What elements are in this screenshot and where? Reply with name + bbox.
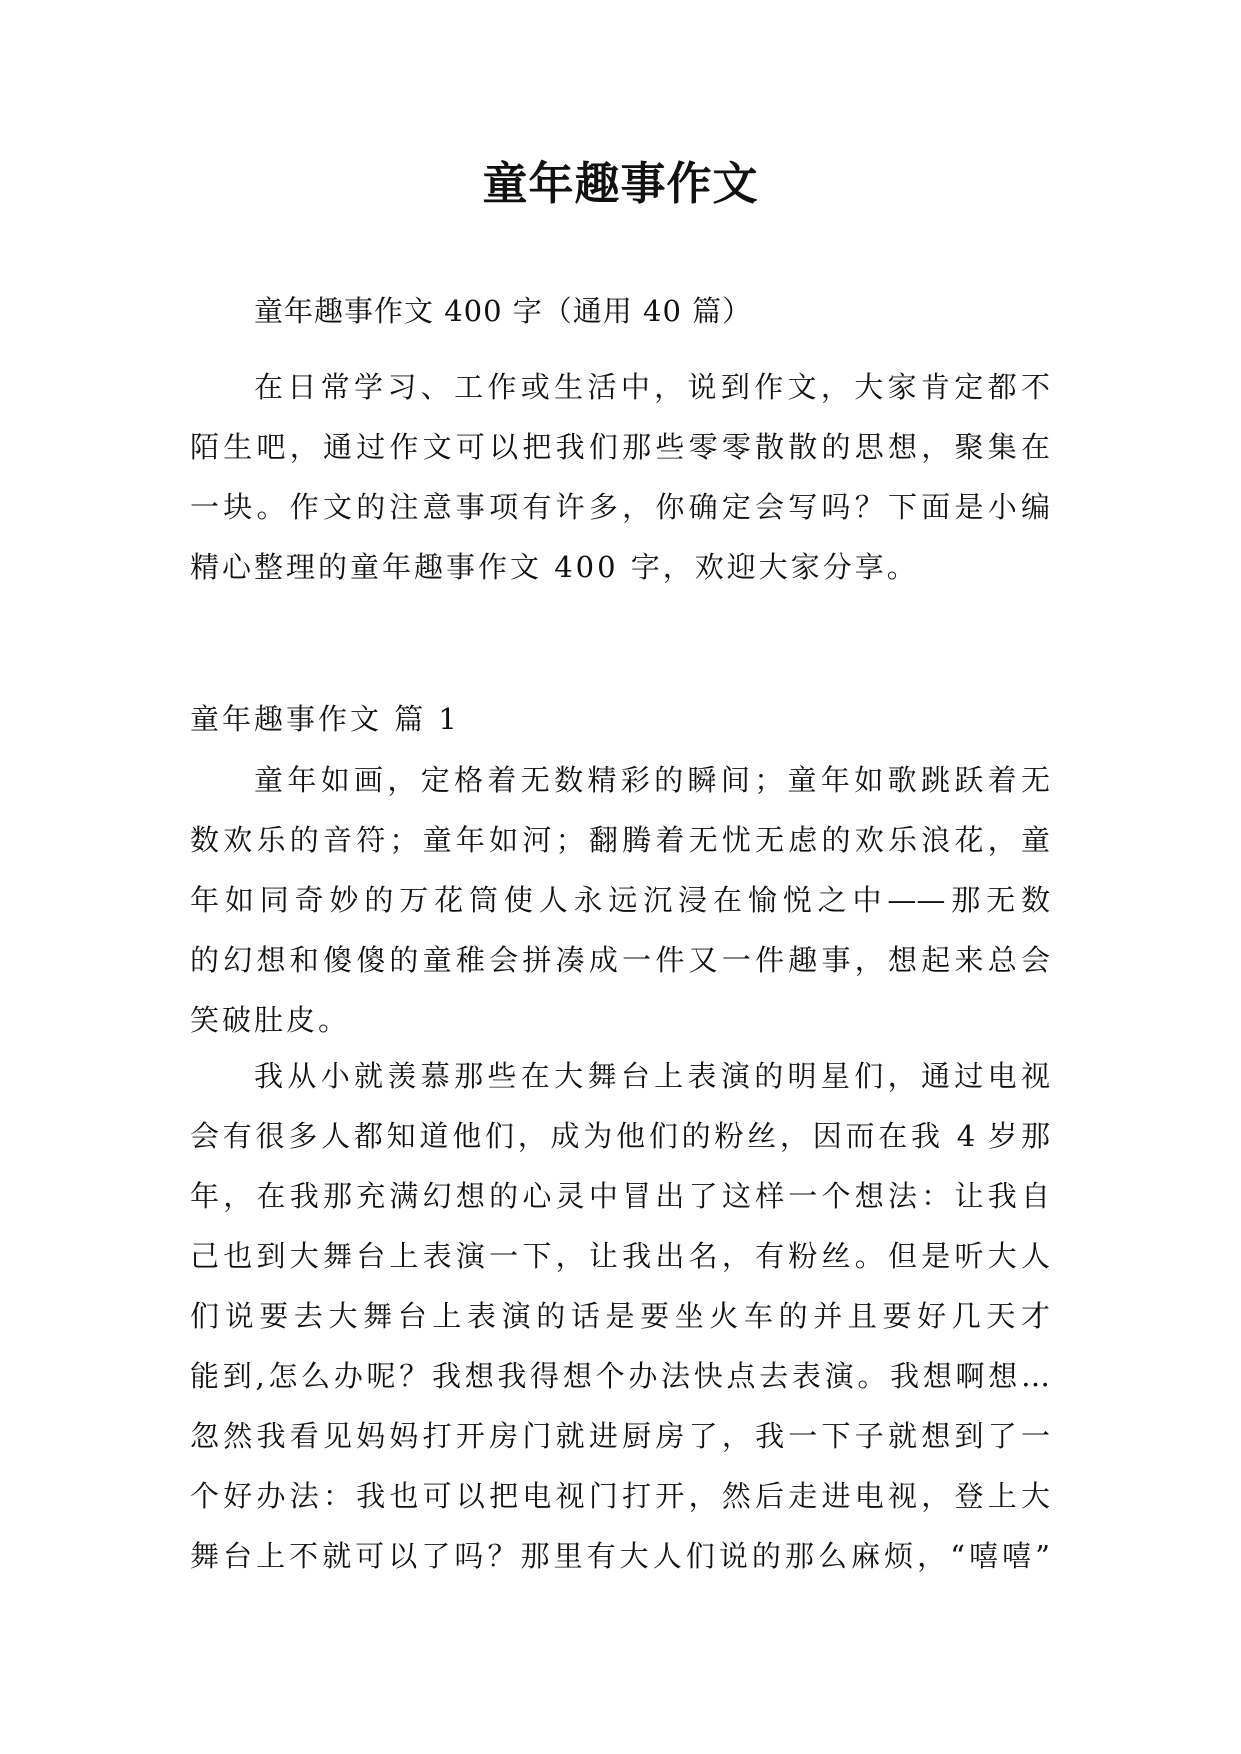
paragraph-line: 个好办法：我也可以把电视门打开，然后走进电视，登上大 bbox=[190, 1479, 1050, 1513]
paragraph-line: 我从小就羡慕那些在大舞台上表演的明星们，通过电视 bbox=[254, 1059, 1050, 1093]
paragraph-1 bbox=[190, 750, 1050, 1050]
paragraph-line: 们说要去大舞台上表演的话是要坐火车的并且要好几天才 bbox=[190, 1299, 1050, 1333]
section-heading: 童年趣事作文 篇 1 bbox=[190, 702, 460, 736]
paragraph-line: 能到,怎么办呢？我想我得想个办法快点去表演。我想啊想… bbox=[190, 1359, 1050, 1393]
paragraph-line: 忽然我看见妈妈打开房门就进厨房了，我一下子就想到了一 bbox=[190, 1419, 1050, 1453]
section-heading-block bbox=[190, 689, 1050, 749]
intro-line: 精心整理的童年趣事作文 400 字，欢迎大家分享。 bbox=[190, 550, 919, 584]
paragraph-line: 年，在我那充满幻想的心灵中冒出了这样一个想法：让我自 bbox=[190, 1179, 1050, 1213]
document-subtitle: 童年趣事作文 400 字（通用 40 篇） bbox=[254, 294, 753, 328]
paragraph-line: 笑破肚皮。 bbox=[190, 1003, 351, 1037]
intro-line: 在日常学习、工作或生活中，说到作文，大家肯定都不 bbox=[254, 370, 1050, 404]
paragraph-line: 数欢乐的音符；童年如河；翻腾着无忧无虑的欢乐浪花，童 bbox=[190, 823, 1050, 857]
intro-line: 陌生吧，通过作文可以把我们那些零零散散的思想，聚集在 bbox=[190, 430, 1050, 464]
paragraph-2 bbox=[190, 1046, 1050, 1586]
paragraph-line: 童年如画，定格着无数精彩的瞬间；童年如歌跳跃着无 bbox=[254, 763, 1050, 797]
paragraph-line: 会有很多人都知道他们，成为他们的粉丝，因而在我 4 岁那 bbox=[190, 1119, 1050, 1153]
document-title: 童年趣事作文 bbox=[482, 157, 759, 210]
intro-paragraph bbox=[190, 357, 1050, 597]
paragraph-line: 舞台上不就可以了吗？那里有大人们说的那么麻烦，“嘻嘻” bbox=[190, 1539, 1050, 1573]
paragraph-line: 年如同奇妙的万花筒使人永远沉浸在愉悦之中——那无数 bbox=[190, 883, 1050, 917]
intro-line: 一块。作文的注意事项有许多，你确定会写吗？下面是小编 bbox=[190, 490, 1050, 524]
paragraph-line: 的幻想和傻傻的童稚会拼凑成一件又一件趣事，想起来总会 bbox=[190, 943, 1050, 977]
paragraph-line: 己也到大舞台上表演一下，让我出名，有粉丝。但是听大人 bbox=[190, 1239, 1050, 1273]
